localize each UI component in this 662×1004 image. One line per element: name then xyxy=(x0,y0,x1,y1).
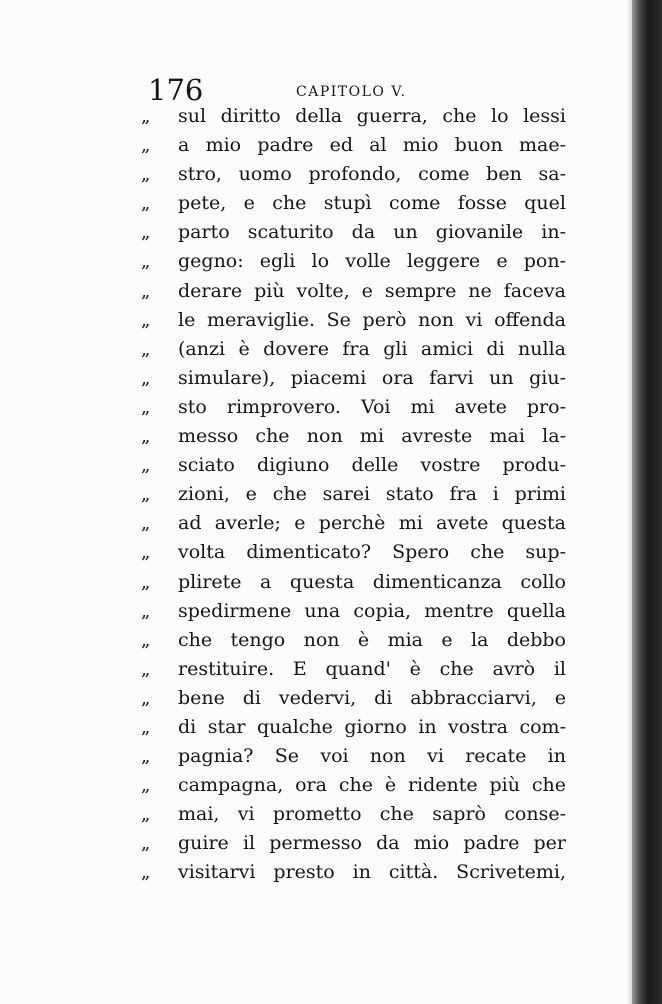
text-line xyxy=(141,538,581,567)
line-text: (anzi è dovere fra gli amici di nulla xyxy=(178,337,566,360)
line-text: derare più volte, e sempre ne faceva xyxy=(178,279,566,302)
line-text: volta dimenticato? Spero che sup- xyxy=(178,541,566,564)
line-text: campagna, ora che è ridente più che xyxy=(178,774,566,797)
quote-mark: „ xyxy=(141,862,151,884)
running-head: CAPITOLO V. xyxy=(296,84,407,100)
text-line xyxy=(141,277,581,306)
page-edge-shadow xyxy=(632,0,662,1004)
line-text: sul diritto della guerra, che lo lessi xyxy=(178,105,566,127)
line-text: sciato digiuno delle vostre produ- xyxy=(178,454,566,477)
quote-mark: „ xyxy=(141,396,151,418)
text-line xyxy=(141,102,581,131)
quote-mark: „ xyxy=(141,716,151,738)
quote-mark: „ xyxy=(141,687,151,709)
text-line xyxy=(141,684,581,713)
text-line xyxy=(141,655,581,684)
text-line xyxy=(141,829,581,858)
line-text: parto scaturito da un giovanile in- xyxy=(178,221,566,244)
quote-mark: „ xyxy=(141,629,151,651)
text-line xyxy=(141,771,581,800)
quote-mark: „ xyxy=(141,164,151,186)
quote-mark: „ xyxy=(141,658,151,680)
quote-mark: „ xyxy=(141,600,151,622)
line-text: messo che non mi avreste mai la- xyxy=(178,425,566,448)
line-text: visitarvi presto in città. Scrivetemi, xyxy=(178,861,566,884)
text-line xyxy=(141,422,581,451)
quote-mark: „ xyxy=(141,193,151,215)
text-line xyxy=(141,800,581,829)
line-text: mai, vi prometto che saprò conse- xyxy=(178,803,566,826)
text-line xyxy=(141,364,581,393)
text-line xyxy=(141,451,581,480)
quote-mark: „ xyxy=(141,513,151,535)
text-line xyxy=(141,189,581,218)
text-line xyxy=(141,218,581,247)
text-line xyxy=(141,131,581,160)
page-number: 176 xyxy=(148,73,204,107)
body-text xyxy=(141,102,581,884)
quote-mark: „ xyxy=(141,222,151,244)
quote-mark: „ xyxy=(141,833,151,855)
text-line xyxy=(141,247,581,276)
quote-mark: „ xyxy=(141,367,151,389)
line-text: guire il permesso da mio padre per xyxy=(178,832,566,855)
line-text: simulare), piacemi ora farvi un giu- xyxy=(178,366,566,389)
line-text: restituire. E quand' è che avrò il xyxy=(178,657,566,680)
text-line xyxy=(141,597,581,626)
text-line xyxy=(141,509,581,538)
quote-mark: „ xyxy=(141,280,151,302)
line-text: plirete a questa dimenticanza collo xyxy=(178,570,566,593)
text-line xyxy=(141,160,581,189)
line-text: zioni, e che sarei stato fra i primi xyxy=(178,483,566,506)
line-text: le meraviglie. Se però non vi offenda xyxy=(178,308,566,331)
quote-mark: „ xyxy=(141,309,151,331)
quote-mark: „ xyxy=(141,426,151,448)
text-line xyxy=(141,713,581,742)
quote-mark: „ xyxy=(141,571,151,593)
quote-mark: „ xyxy=(141,804,151,826)
quote-mark: „ xyxy=(141,542,151,564)
quote-mark: „ xyxy=(141,251,151,273)
line-text: ad averle; e perchè mi avete questa xyxy=(178,512,566,535)
text-line xyxy=(141,480,581,509)
line-text: che tengo non è mia e la debbo xyxy=(178,628,566,651)
text-line xyxy=(141,742,581,771)
line-text: bene di vedervi, di abbracciarvi, e xyxy=(178,686,566,709)
quote-mark: „ xyxy=(141,106,151,127)
quote-mark: „ xyxy=(141,746,151,768)
text-line xyxy=(141,335,581,364)
line-text: pagnia? Se voi non vi recate in xyxy=(178,745,566,768)
line-text: spedirmene una copia, mentre quella xyxy=(178,599,566,622)
text-line xyxy=(141,393,581,422)
quote-mark: „ xyxy=(141,338,151,360)
line-text: pete, e che stupì come fosse quel xyxy=(178,192,566,215)
text-line xyxy=(141,306,581,335)
line-text: gegno: egli lo volle leggere e pon- xyxy=(178,250,566,273)
line-text: di star qualche giorno in vostra com- xyxy=(178,715,566,738)
line-text: sto rimprovero. Voi mi avete pro- xyxy=(178,395,566,418)
quote-mark: „ xyxy=(141,135,151,157)
text-line xyxy=(141,858,581,887)
quote-mark: „ xyxy=(141,775,151,797)
text-line xyxy=(141,568,581,597)
quote-mark: „ xyxy=(141,484,151,506)
quote-mark: „ xyxy=(141,455,151,477)
text-line xyxy=(141,626,581,655)
line-text: a mio padre ed al mio buon mae- xyxy=(178,134,566,157)
line-text: stro, uomo profondo, come ben sa- xyxy=(178,163,566,186)
